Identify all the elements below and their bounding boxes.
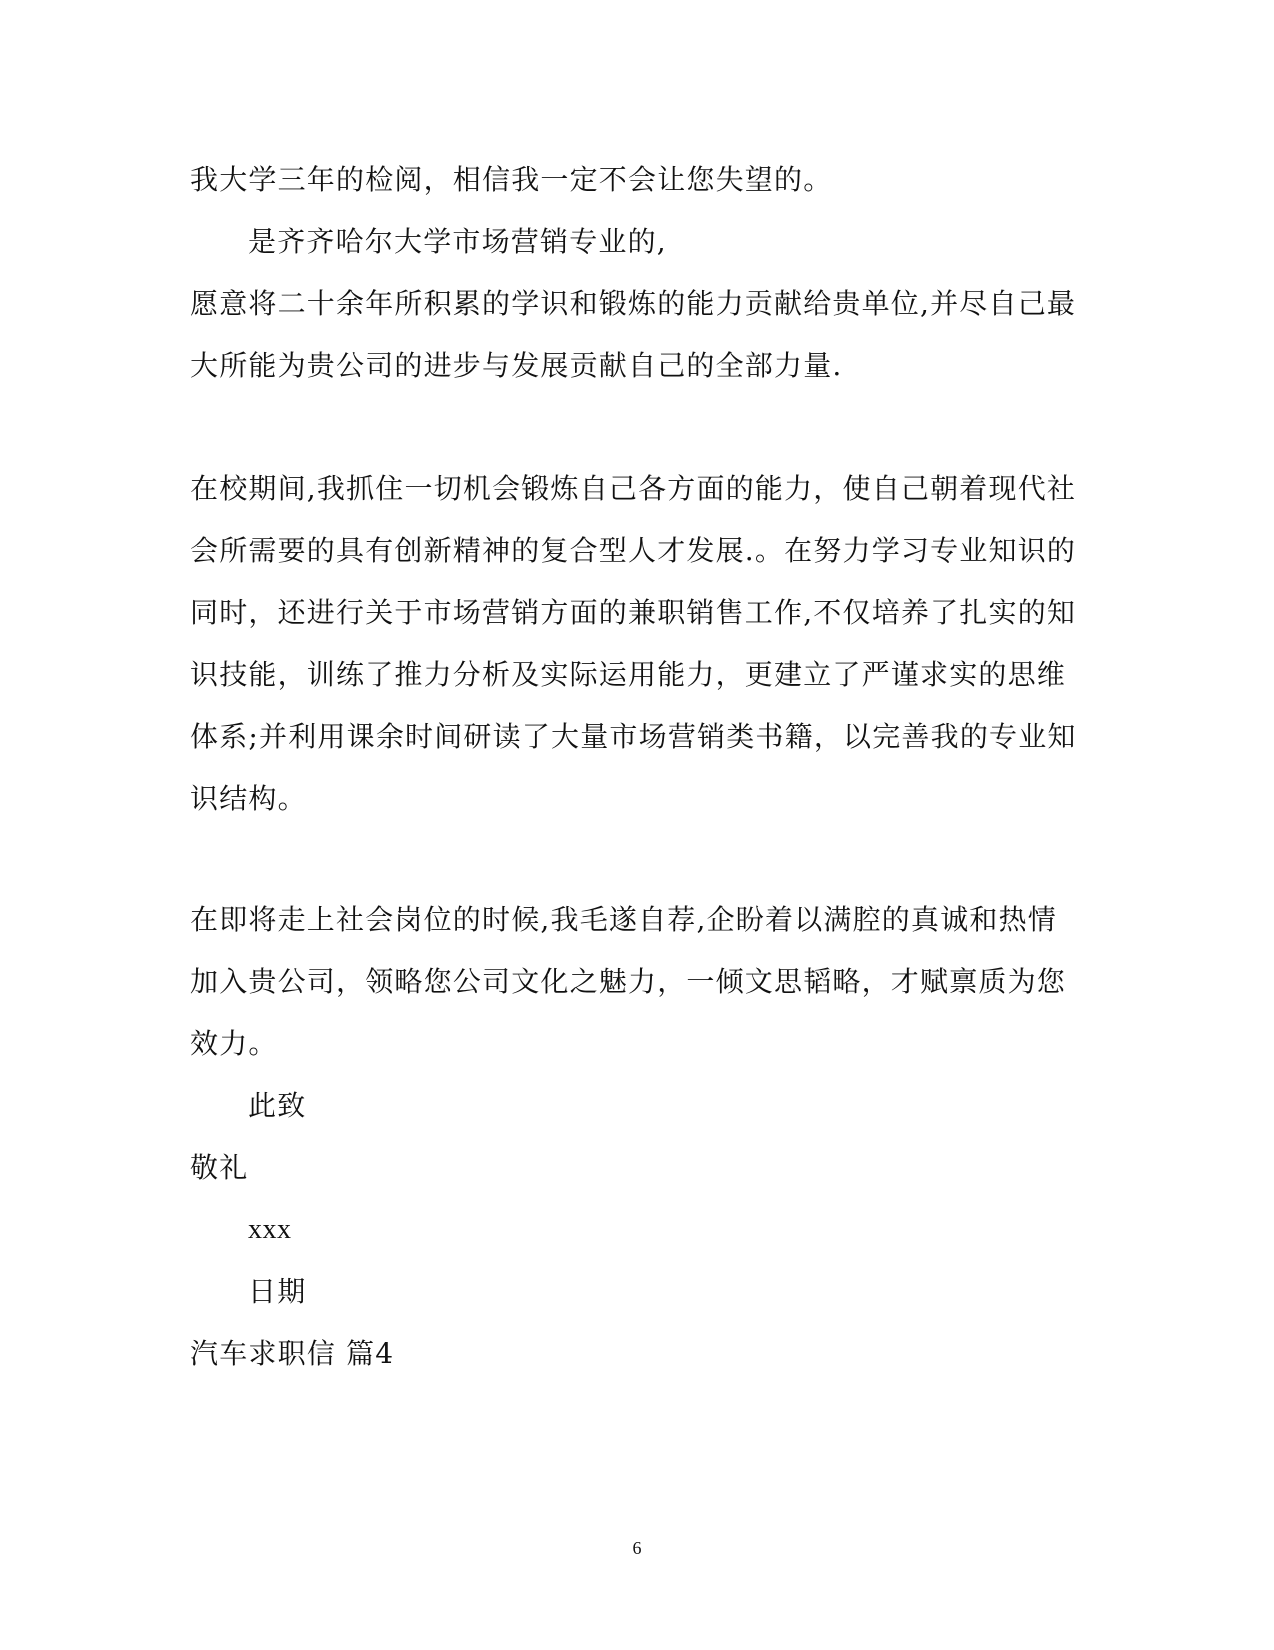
body-line-1: 我大学三年的检阅，相信我一定不会让您失望的。 [190, 163, 833, 196]
body-line-9: 体系;并利用课余时间研读了大量市场营销类书籍，以完善我的专业知 [190, 720, 1077, 753]
body-line-7: 同时，还进行关于市场营销方面的兼职销售工作,不仅培养了扎实的知 [190, 596, 1077, 629]
closing-salutation: 此致 [248, 1089, 307, 1122]
signature-name: xxx [248, 1214, 292, 1245]
closing-regards: 敬礼 [190, 1151, 249, 1184]
page-number: 6 [632, 1538, 642, 1558]
body-line-12: 加入贵公司，领略您公司文化之魅力，一倾文思韬略，才赋禀质为您 [190, 965, 1067, 998]
section-heading: 汽车求职信 篇4 [190, 1337, 395, 1370]
body-line-5: 在校期间,我抓住一切机会锻炼自己各方面的能力，使自己朝着现代社 [190, 472, 1077, 505]
body-line-10: 识结构。 [190, 782, 307, 815]
body-line-3: 愿意将二十余年所积累的学识和锻炼的能力贡献给贵单位,并尽自己最 [190, 287, 1077, 320]
body-line-2: 是齐齐哈尔大学市场营销专业的, [248, 225, 667, 258]
body-line-13: 效力。 [190, 1027, 278, 1060]
body-line-4: 大所能为贵公司的进步与发展贡献自己的全部力量. [190, 349, 843, 382]
body-line-11: 在即将走上社会岗位的时候,我毛遂自荐,企盼着以满腔的真诚和热情 [190, 903, 1058, 936]
body-line-6: 会所需要的具有创新精神的复合型人才发展.。在努力学习专业知识的 [190, 534, 1077, 567]
body-line-8: 识技能，训练了推力分析及实际运用能力，更建立了严谨求实的思维 [190, 658, 1067, 691]
signature-date: 日期 [248, 1275, 307, 1308]
